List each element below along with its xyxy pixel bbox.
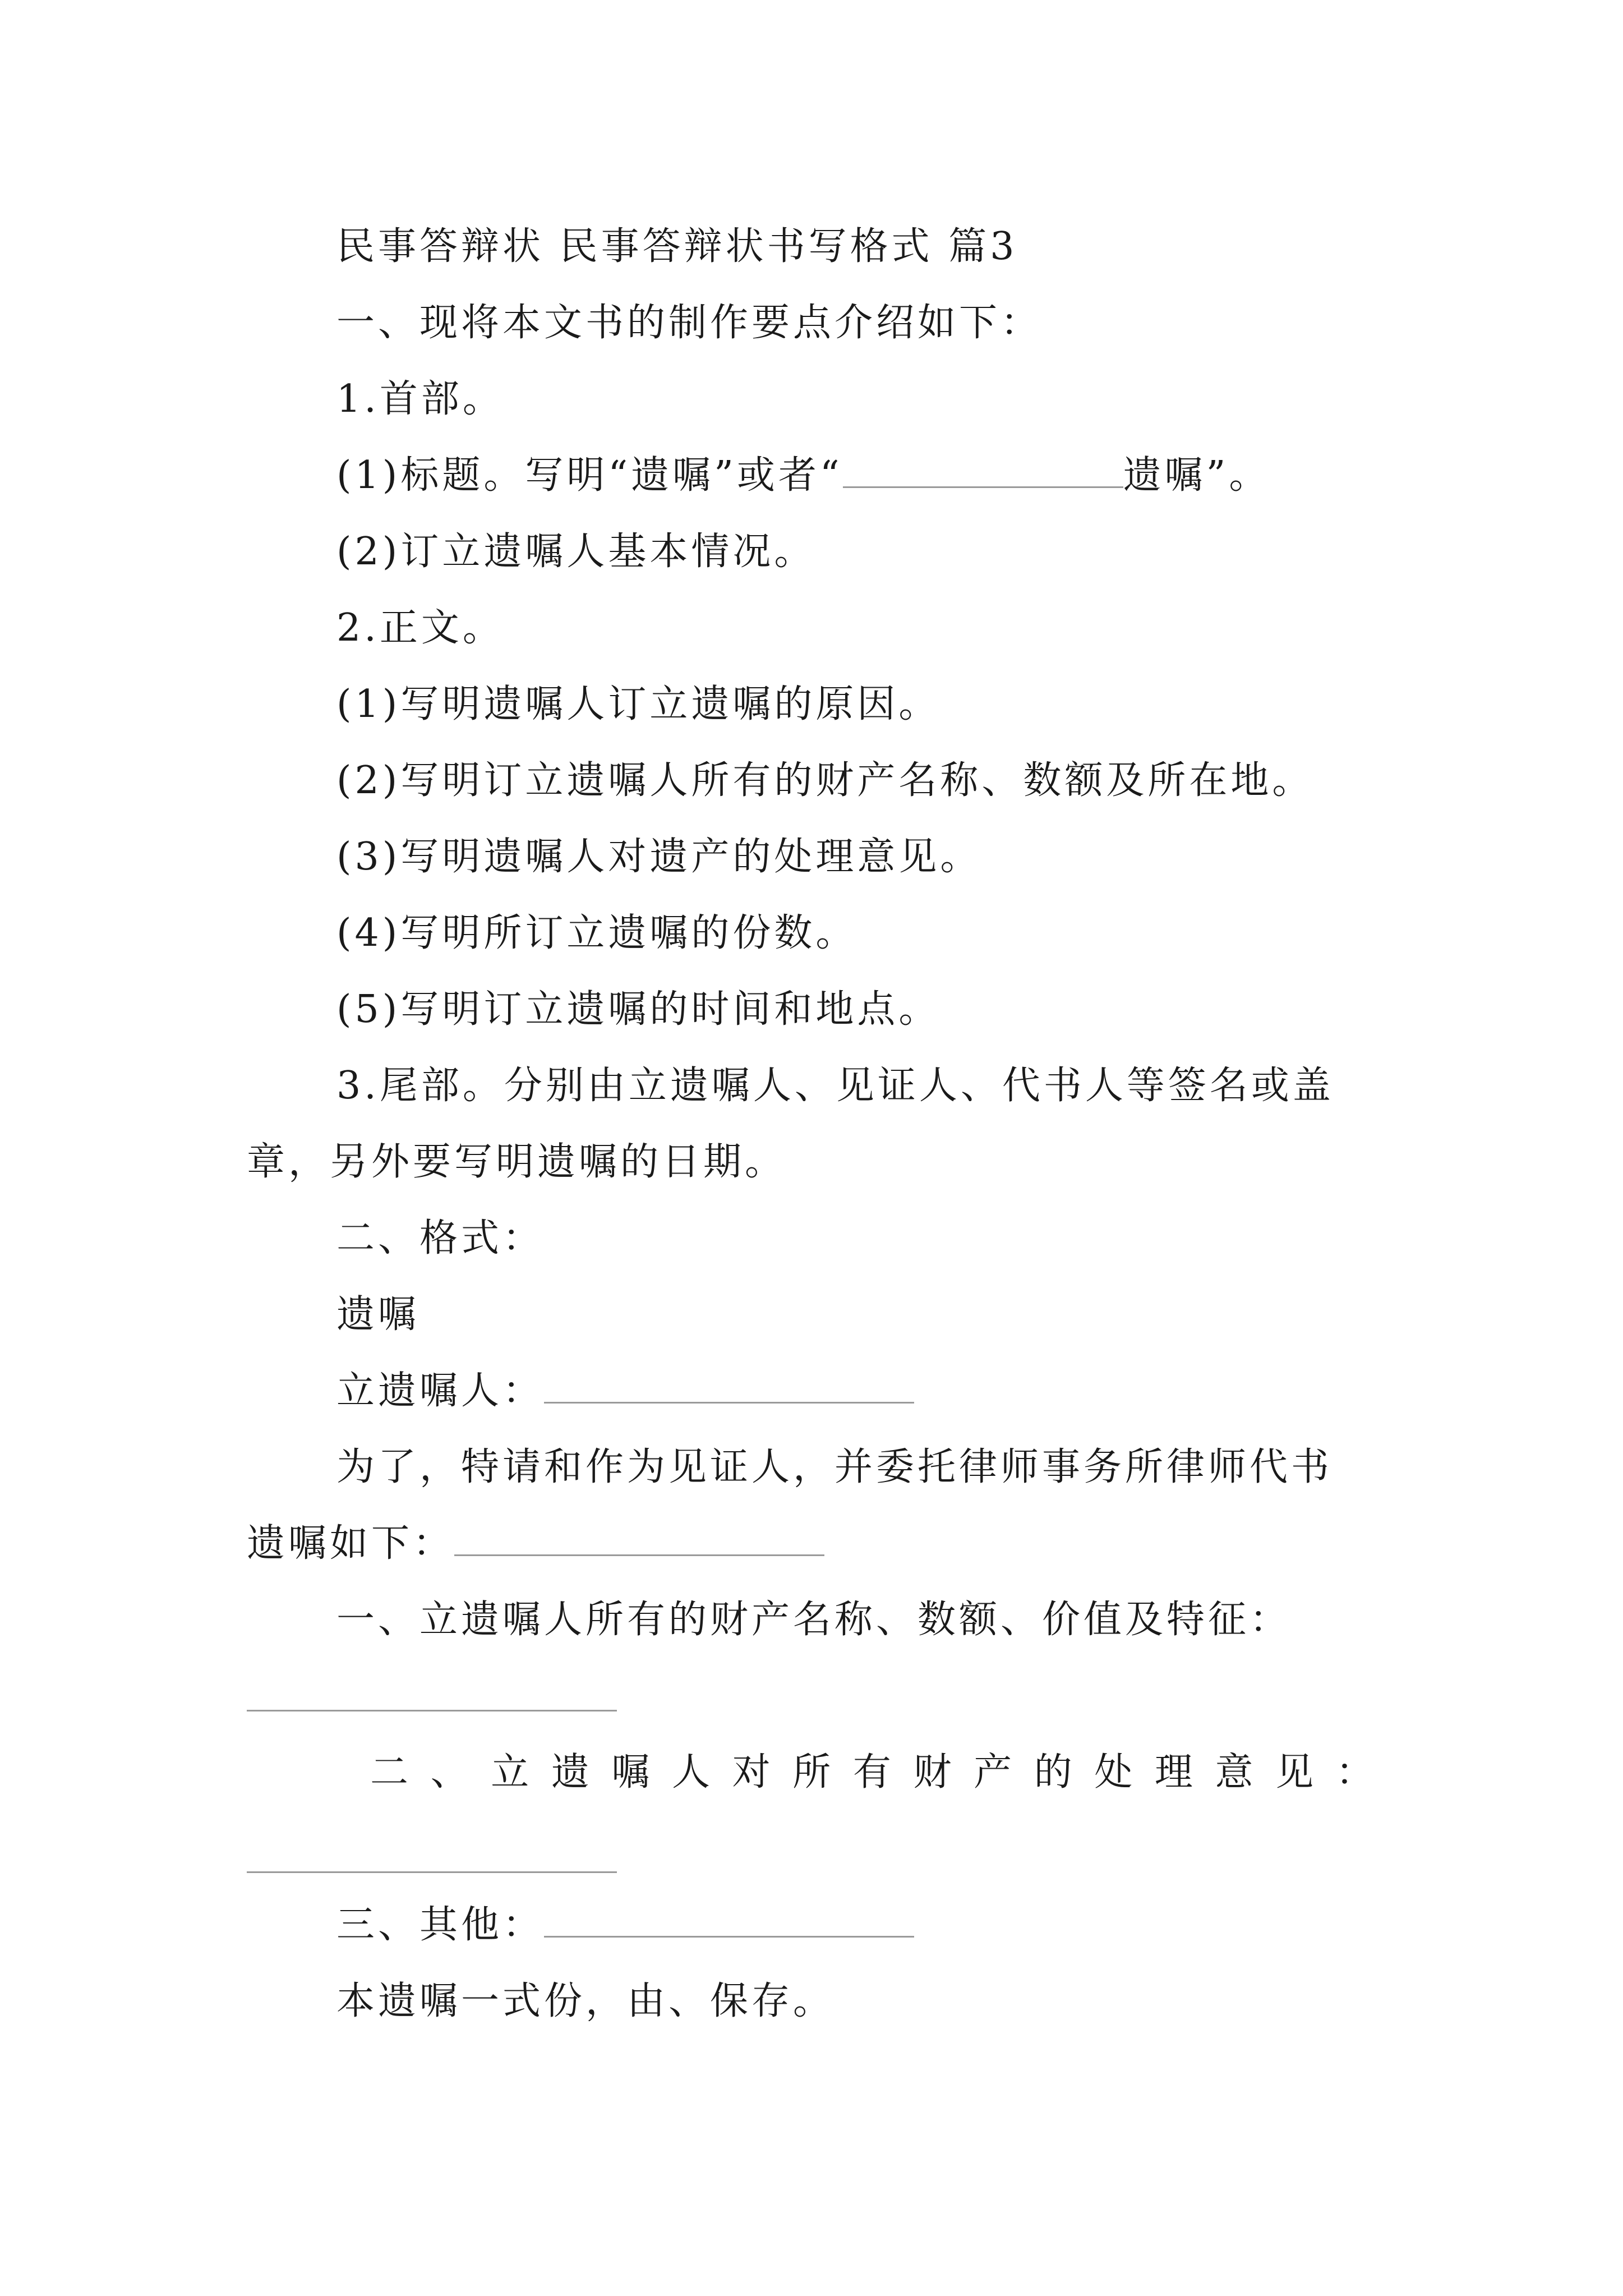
- clause3-line: [336, 1903, 914, 1948]
- clause2-char: ：: [1335, 1750, 1374, 1795]
- part3-line2: 章，另外要写明遗嘱的日期。: [247, 1140, 787, 1184]
- clause2-blank-line: [247, 1871, 617, 1873]
- testator-blank-line: [544, 1370, 914, 1404]
- clause1: 一、立遗嘱人所有的财产名称、数额、价值及特征：: [336, 1598, 1292, 1642]
- clause2-char: 对: [732, 1750, 771, 1795]
- clause1-blank-line: [247, 1710, 617, 1711]
- clause2-char: 所: [792, 1750, 831, 1795]
- part2-item1: (1)写明遗嘱人订立遗嘱的原因。: [336, 682, 940, 726]
- clause2-char: 、: [430, 1750, 469, 1795]
- part2-label: 2.正文。: [336, 606, 504, 650]
- title-blank-line: [843, 455, 1123, 488]
- copies-line: 本遗嘱一式份，由、保存。: [336, 1979, 835, 2023]
- clause2-char: 二: [370, 1750, 409, 1795]
- witness-blank-line: [454, 1523, 824, 1556]
- part1-item1-pre: (1)标题。写明“遗嘱”或者“: [336, 453, 843, 498]
- clause2-char: 见: [1275, 1750, 1314, 1795]
- clause2-char: 嘱: [611, 1750, 650, 1795]
- part1-label: 1.首部。: [336, 377, 504, 421]
- part1-item1: [336, 453, 1270, 498]
- witness-line2-text: 遗嘱如下：: [247, 1521, 455, 1566]
- clause2-char: 财: [913, 1750, 952, 1795]
- document-title: 民事答辩状 民事答辩状书写格式 篇3: [336, 224, 1018, 269]
- clause2-char: 遗: [551, 1750, 589, 1795]
- part3-line1: 3.尾部。分别由立遗嘱人、见证人、代书人等签名或盖: [336, 1064, 1334, 1108]
- witness-line1: 为了，特请和作为见证人，并委托律师事务所律师代书: [336, 1445, 1333, 1489]
- part2-item2: (2)写明订立遗嘱人所有的财产名称、数额及所在地。: [336, 758, 1314, 803]
- form-title: 遗嘱: [336, 1292, 420, 1337]
- clause3-label: 三、其他：: [336, 1903, 545, 1947]
- part1-item1-post: 遗嘱”。: [1123, 453, 1271, 498]
- clause3-blank-line: [544, 1904, 914, 1938]
- clause2-char: 的: [1034, 1750, 1072, 1795]
- witness-line2: [247, 1521, 824, 1566]
- clause2-char: 处: [1094, 1750, 1133, 1795]
- clause2-char: 人: [672, 1750, 711, 1795]
- clause2: [370, 1750, 1374, 1795]
- clause2-char: 理: [1154, 1750, 1193, 1795]
- testator-line: [336, 1369, 914, 1414]
- clause2-char: 立: [491, 1750, 529, 1795]
- part2-item4: (4)写明所订立遗嘱的份数。: [336, 911, 857, 955]
- part2-item3: (3)写明遗嘱人对遗产的处理意见。: [336, 835, 982, 879]
- section2-heading: 二、格式：: [336, 1216, 545, 1260]
- part2-item5: (5)写明订立遗嘱的时间和地点。: [336, 987, 940, 1032]
- testator-label: 立遗嘱人：: [336, 1369, 545, 1413]
- clause2-char: 有: [852, 1750, 891, 1795]
- part1-item2: (2)订立遗嘱人基本情况。: [336, 530, 816, 574]
- clause2-char: 产: [974, 1750, 1012, 1795]
- clause2-char: 意: [1215, 1750, 1253, 1795]
- section1-heading: 一、现将本文书的制作要点介绍如下：: [336, 301, 1043, 345]
